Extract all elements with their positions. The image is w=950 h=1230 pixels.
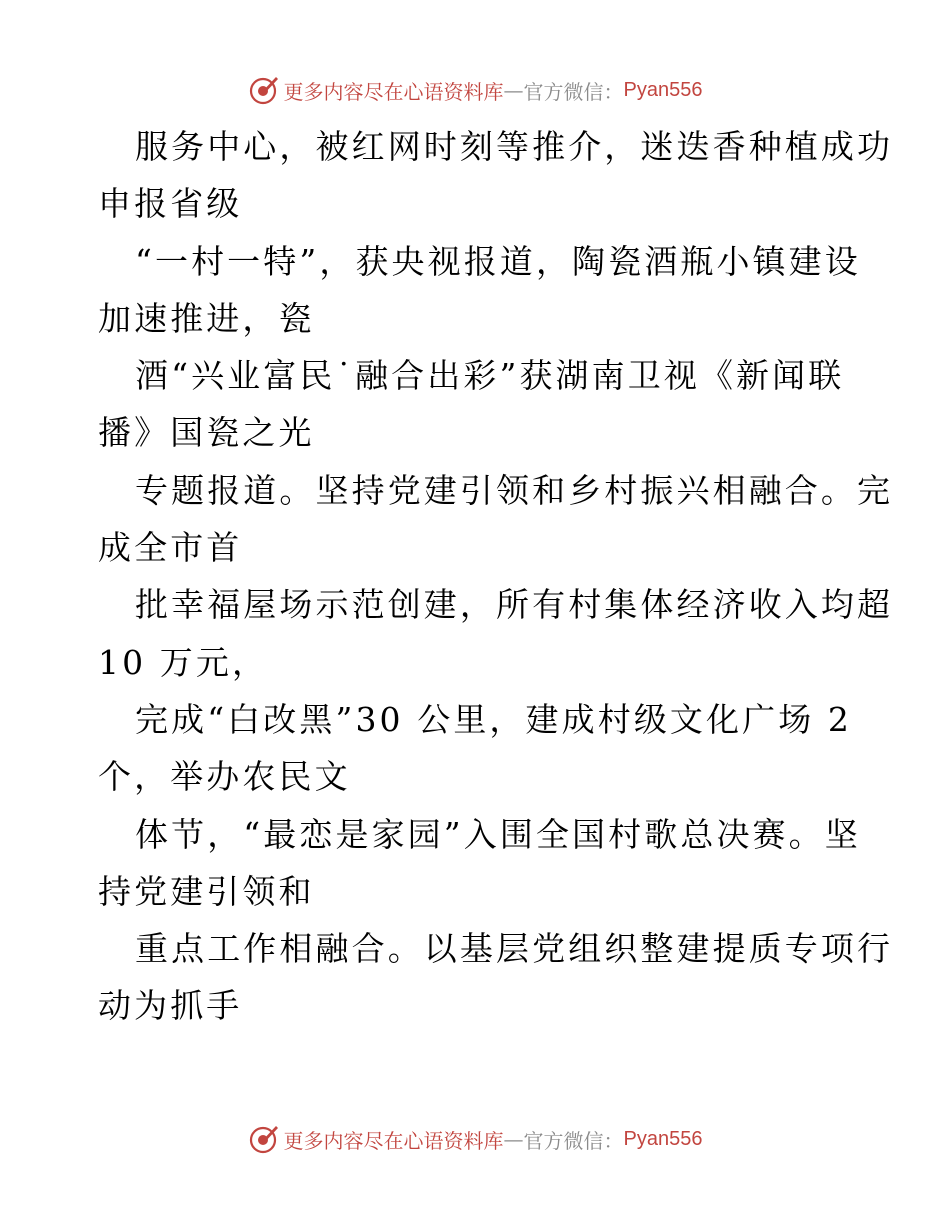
body-line: 10 万元，	[98, 642, 269, 682]
footer-site-text: 更多内容尽在心语资料库	[283, 1128, 504, 1153]
body-line: 专题报道。坚持党建引领和乡村振兴相融合。完	[135, 470, 894, 510]
body-line: 持党建引领和	[98, 871, 315, 911]
footer-separator: —	[503, 1127, 524, 1151]
header-wechat-id: Pyan556	[623, 78, 703, 101]
body-line: 动为抓手	[98, 986, 243, 1026]
footer-banner	[0, 1119, 950, 1159]
body-line: 体节，“最恋是家园”入围全国村歌总决赛。坚	[135, 814, 861, 854]
body-line: 个，举办农民文	[98, 757, 351, 797]
body-line: 服务中心，被红网时刻等推介，迷迭香种植成功	[135, 127, 894, 166]
quill-logo-icon	[248, 74, 280, 106]
document-body	[98, 118, 894, 1035]
body-line: 酒“兴业富民˙融合出彩”获湖南卫视《新闻联	[135, 356, 845, 396]
body-line: 申报省级	[98, 184, 243, 224]
quill-logo-icon	[248, 1123, 280, 1155]
body-line: “一村一特”，获央视报道，陶瓷酒瓶小镇建设	[135, 241, 861, 281]
body-line: 播》国瓷之光	[98, 413, 315, 453]
footer-wechat-label: 官方微信：	[523, 1128, 624, 1153]
body-line: 批幸福屋场示范创建，所有村集体经济收入均超	[135, 585, 894, 625]
body-line: 重点工作相融合。以基层党组织整建提质专项行	[135, 929, 894, 969]
body-line: 完成“白改黑”30 公里，建成村级文化广场 2	[135, 699, 853, 739]
body-line: 加速推进，瓷	[98, 298, 315, 338]
header-banner	[0, 70, 950, 110]
header-separator: —	[503, 78, 524, 102]
header-wechat-label: 官方微信：	[523, 79, 624, 104]
body-line: 成全市首	[98, 528, 243, 568]
footer-wechat-id: Pyan556	[623, 1127, 703, 1150]
header-site-text: 更多内容尽在心语资料库	[283, 79, 504, 104]
